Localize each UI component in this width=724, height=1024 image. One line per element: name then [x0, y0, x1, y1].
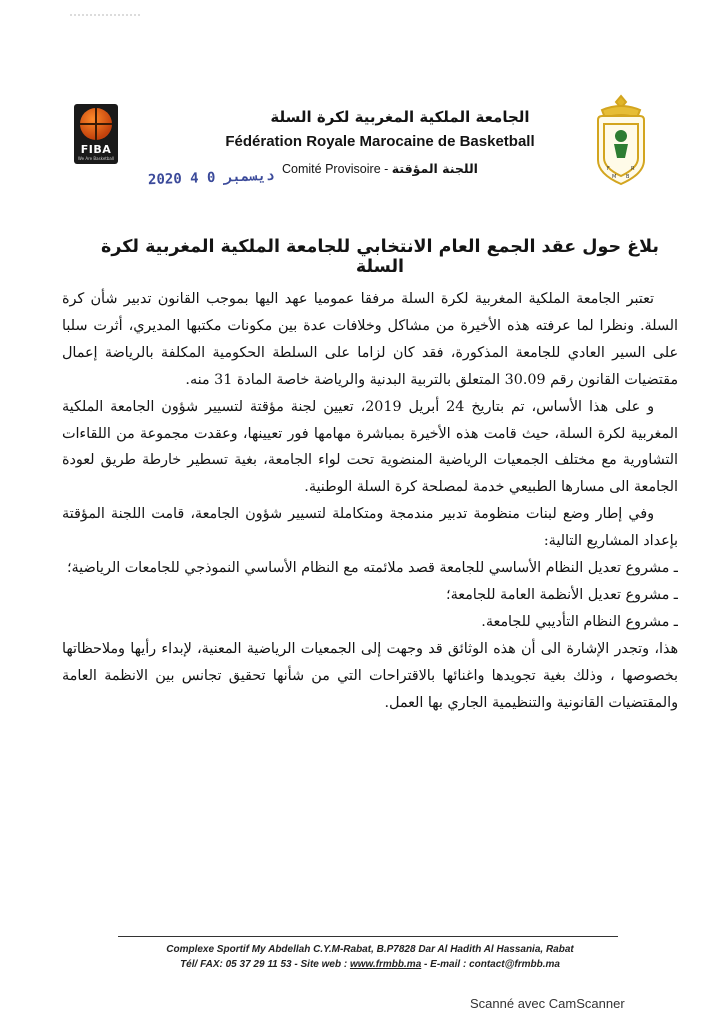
- footer-website-link[interactable]: www.frmbb.ma: [349, 959, 422, 970]
- paragraph-2: و على هذا الأساس، تم بتاريخ 24 أبريل 2019، تعيين لجنة مؤقتة لتسيير شؤون الجامعة الملكية المغربية لكرة السلة، حيث قامت هذه الأخيرة بمباشرة مهامها فور تعيينها، وعقدت مجموعة من اللقاءات التشاورية مع مختلف الجمعيات الرياضية المنضوية تحت لواء الجامعة، بغية تسطير خارطة طريق لعودة الجامعة الى مسارها الطبيعي خدمة لمصلحة كرة السلة الوطنية.: [62, 398, 678, 496]
- scan-artifact: [70, 14, 140, 18]
- list-item: ـ مشروع تعديل الأنظمة العامة للجامعة؛: [446, 586, 678, 603]
- federation-name-arabic: الجامعة الملكية المغربية لكرة السلة: [270, 108, 530, 126]
- federation-name-french: Fédération Royale Marocaine de Basketball: [225, 133, 535, 150]
- footer-contact: [110, 959, 630, 970]
- paragraph-1: تعتبر الجامعة الملكية المغربية لكرة السلة مرفقا عموميا عهد اليها بموجب القانون تدبير شأن كرة السلة. ونظرا لما عرفته هذه الأخيرة من مشاكل وخلافات عدة بين مكونات مكتبها المديري، أثرت سلبا على السير العادي للجامعة المذكورة، فقد كان لزاما على السلطة الحكومية المكلفة بالرياضة إعمال مقتضيات القانون رقم 30.09 المتعلق بالتربية البدنية والرياضة خاصة المادة 31 منه.: [62, 291, 678, 388]
- crest-letter-f: F: [607, 166, 610, 172]
- date-stamp: 2020 ﺩﻳﺴﻤﺒﺮ 0 4: [147, 167, 275, 189]
- fiba-logo-subtext: We Are Basketball: [77, 156, 115, 161]
- committee-label: [250, 161, 510, 176]
- footer-email-link[interactable]: contact@frmbb.ma: [469, 959, 560, 970]
- list-item: ـ مشروع تعديل النظام الأساسي للجامعة قصد ملائمته مع النظام الأساسي النموذجي للجامعات الرياضية؛: [66, 560, 678, 577]
- document-body: [62, 286, 678, 876]
- footer-email-label: - E-mail :: [421, 959, 470, 970]
- crest-letter-r: R: [631, 166, 635, 172]
- crest-letter-b: B: [626, 174, 630, 180]
- fiba-logo: [74, 104, 118, 164]
- crest-letter-m: M: [612, 174, 617, 180]
- footer-divider: [118, 936, 618, 937]
- federation-crest-icon: [588, 92, 654, 188]
- basketball-icon: [80, 108, 112, 140]
- scanner-watermark: Scanné avec CamScanner: [470, 996, 625, 1011]
- committee-label-arabic: اللجنة المؤقتة: [391, 161, 478, 176]
- footer-phone: Tél/ FAX: 05 37 29 11 53 - Site web :: [180, 959, 350, 970]
- paragraph-4: هذا، وتجدر الإشارة الى أن هذه الوثائق قد وجهت إلى الجمعيات الرياضية المعنية، لإبداء رأيها وملاحظاتها بخصوصها ، وذلك بغية تجويدها واغنائها بالاقتراحات التي من شأنها تحقيق تجانس بين الانظمة العامة والمقتضيات القانونية والتنظيمية الجاري بها العمل.: [62, 640, 678, 711]
- fiba-logo-text: FIBA: [80, 143, 112, 156]
- paragraph-3: وفي إطار وضع لبنات منظومة تدبير مندمجة ومتكاملة لتسيير شؤون الجامعة، قامت اللجنة المؤقتة بإعداد المشاريع التالية:: [62, 506, 678, 550]
- committee-label-french: Comité Provisoire -: [282, 162, 392, 176]
- document-title: بلاغ حول عقد الجمع العام الانتخابي للجامعة الملكية المغربية لكرة السلة: [101, 237, 659, 277]
- footer-address: Complexe Sportif My Abdellah C.Y.M-Rabat, B.P7828 Dar Al Hadith Al Hassania, Rabat: [166, 944, 574, 955]
- list-item: ـ مشروع النظام التأديبي للجامعة.: [481, 613, 678, 630]
